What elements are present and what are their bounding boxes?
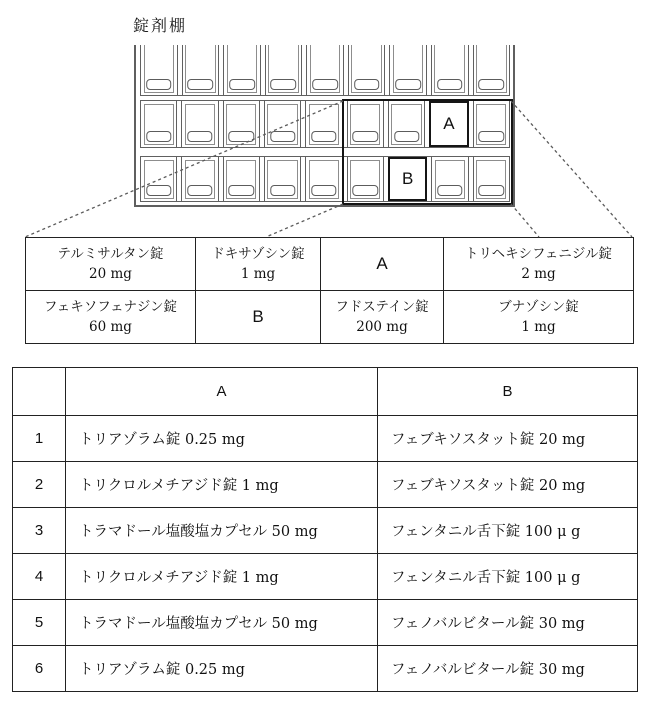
option-number: 6 xyxy=(13,646,66,692)
option-number: 4 xyxy=(13,554,66,600)
drawer-handle xyxy=(479,185,504,196)
drawer-handle xyxy=(229,79,255,90)
options-row-3 xyxy=(13,508,638,554)
drawer-handle xyxy=(270,131,295,142)
shelf-row-1 xyxy=(140,45,510,96)
leader-line-top-right xyxy=(511,101,632,237)
drawer-handle xyxy=(312,79,338,90)
drawer-handle xyxy=(479,131,504,142)
drawer xyxy=(388,101,425,147)
options-row-5 xyxy=(13,600,638,646)
drawer-handle xyxy=(270,185,295,196)
detail-table xyxy=(25,237,634,344)
option-b-drug: フェブキソスタット錠 20 mg xyxy=(378,462,638,508)
detail-cell-drug xyxy=(321,291,444,344)
detail-cell-drug xyxy=(444,238,634,291)
option-number: 1 xyxy=(13,416,66,462)
options-header-b: B xyxy=(378,368,638,416)
drawer-handle xyxy=(146,79,172,90)
options-header-row xyxy=(13,368,638,416)
drug-dose: 20 mg xyxy=(89,266,132,282)
option-number: 2 xyxy=(13,462,66,508)
drawer xyxy=(348,45,386,95)
drawer xyxy=(306,45,344,95)
drawer xyxy=(181,157,218,201)
drawer xyxy=(389,45,427,95)
drawer xyxy=(431,157,468,201)
drug-name: トリヘキシフェニジル錠 xyxy=(464,245,613,262)
drawer-handle xyxy=(353,131,378,142)
drawer xyxy=(264,101,301,147)
detail-cell-drug xyxy=(26,238,196,291)
drawer xyxy=(264,157,301,201)
option-b-drug: フェブキソスタット錠 20 mg xyxy=(378,416,638,462)
drawer xyxy=(431,45,469,95)
drawer-handle xyxy=(311,131,336,142)
detail-cell-drug xyxy=(444,291,634,344)
detail-cell-b: B xyxy=(196,291,321,344)
drawer-handle xyxy=(146,185,171,196)
drawer-handle xyxy=(229,131,254,142)
option-number: 5 xyxy=(13,600,66,646)
options-header-blank xyxy=(13,368,66,416)
drawer xyxy=(223,101,260,147)
drawer-handle xyxy=(354,79,380,90)
options-table xyxy=(12,367,638,692)
drawer-b: B xyxy=(388,157,427,201)
option-a-drug: トリアゾラム錠 0.25 mg xyxy=(66,646,378,692)
shelf-row-3 xyxy=(140,156,510,202)
drawer-handle xyxy=(311,185,336,196)
detail-cell-a: A xyxy=(321,238,444,291)
drawer-handle xyxy=(437,79,463,90)
option-a-drug: トリクロルメチアジド錠 1 mg xyxy=(66,462,378,508)
leader-line-bottom-left xyxy=(266,204,343,237)
drawer-handle xyxy=(187,185,212,196)
drawer-handle xyxy=(229,185,254,196)
options-row-6 xyxy=(13,646,638,692)
option-b-drug: フェンタニル舌下錠 100 μ g xyxy=(378,508,638,554)
drawer-handle xyxy=(271,79,297,90)
drawer-handle xyxy=(394,131,419,142)
drug-dose: 200 mg xyxy=(356,319,408,335)
option-a-drug: トリアゾラム錠 0.25 mg xyxy=(66,416,378,462)
options-row-2 xyxy=(13,462,638,508)
option-number: 3 xyxy=(13,508,66,554)
shelf-row-2 xyxy=(140,100,510,148)
leader-line-bottom-right xyxy=(511,204,539,237)
drawer xyxy=(140,45,178,95)
drawer-handle xyxy=(395,79,421,90)
drawer xyxy=(305,101,342,147)
detail-row-1 xyxy=(26,238,634,291)
drug-dose: 2 mg xyxy=(521,266,556,282)
drawer xyxy=(473,101,510,147)
drug-name: テルミサルタン錠 xyxy=(57,245,164,262)
drawer xyxy=(181,101,218,147)
detail-cell-drug xyxy=(26,291,196,344)
drawer xyxy=(473,157,510,201)
detail-row-2 xyxy=(26,291,634,344)
options-row-1 xyxy=(13,416,638,462)
drawer-handle xyxy=(187,131,212,142)
drug-name: フェキソフェナジン錠 xyxy=(43,298,178,315)
drawer xyxy=(347,157,384,201)
drawer xyxy=(265,45,303,95)
option-a-drug: トラマドール塩酸塩カプセル 50 mg xyxy=(66,508,378,554)
drawer xyxy=(140,101,177,147)
drug-name: ブナゾシン錠 xyxy=(498,298,579,315)
options-header-a: A xyxy=(66,368,378,416)
option-b-drug: フェノバルビタール錠 30 mg xyxy=(378,646,638,692)
option-b-drug: フェンタニル舌下錠 100 μ g xyxy=(378,554,638,600)
drawer-handle xyxy=(146,131,171,142)
drawer xyxy=(223,157,260,201)
tablet-shelf xyxy=(140,45,510,202)
drawer xyxy=(305,157,342,201)
drawer xyxy=(182,45,220,95)
detail-cell-drug xyxy=(196,238,321,291)
shelf-title: 錠剤棚 xyxy=(133,16,188,35)
drawer xyxy=(473,45,511,95)
drawer xyxy=(347,101,384,147)
drawer xyxy=(140,157,177,201)
option-a-drug: トリクロルメチアジド錠 1 mg xyxy=(66,554,378,600)
drug-name: フドステイン錠 xyxy=(335,298,429,315)
option-a-drug: トラマドール塩酸塩カプセル 50 mg xyxy=(66,600,378,646)
drug-dose: 1 mg xyxy=(240,266,276,282)
drug-name: ドキサゾシン錠 xyxy=(211,245,305,262)
drawer-handle xyxy=(353,185,378,196)
drawer-a: A xyxy=(429,101,468,147)
drawer-handle xyxy=(478,79,504,90)
option-b-drug: フェノバルビタール錠 30 mg xyxy=(378,600,638,646)
drawer xyxy=(223,45,261,95)
options-row-4 xyxy=(13,554,638,600)
drug-dose: 60 mg xyxy=(89,319,132,335)
drawer-handle xyxy=(188,79,214,90)
drug-dose: 1 mg xyxy=(521,319,556,335)
drawer-handle xyxy=(437,185,462,196)
